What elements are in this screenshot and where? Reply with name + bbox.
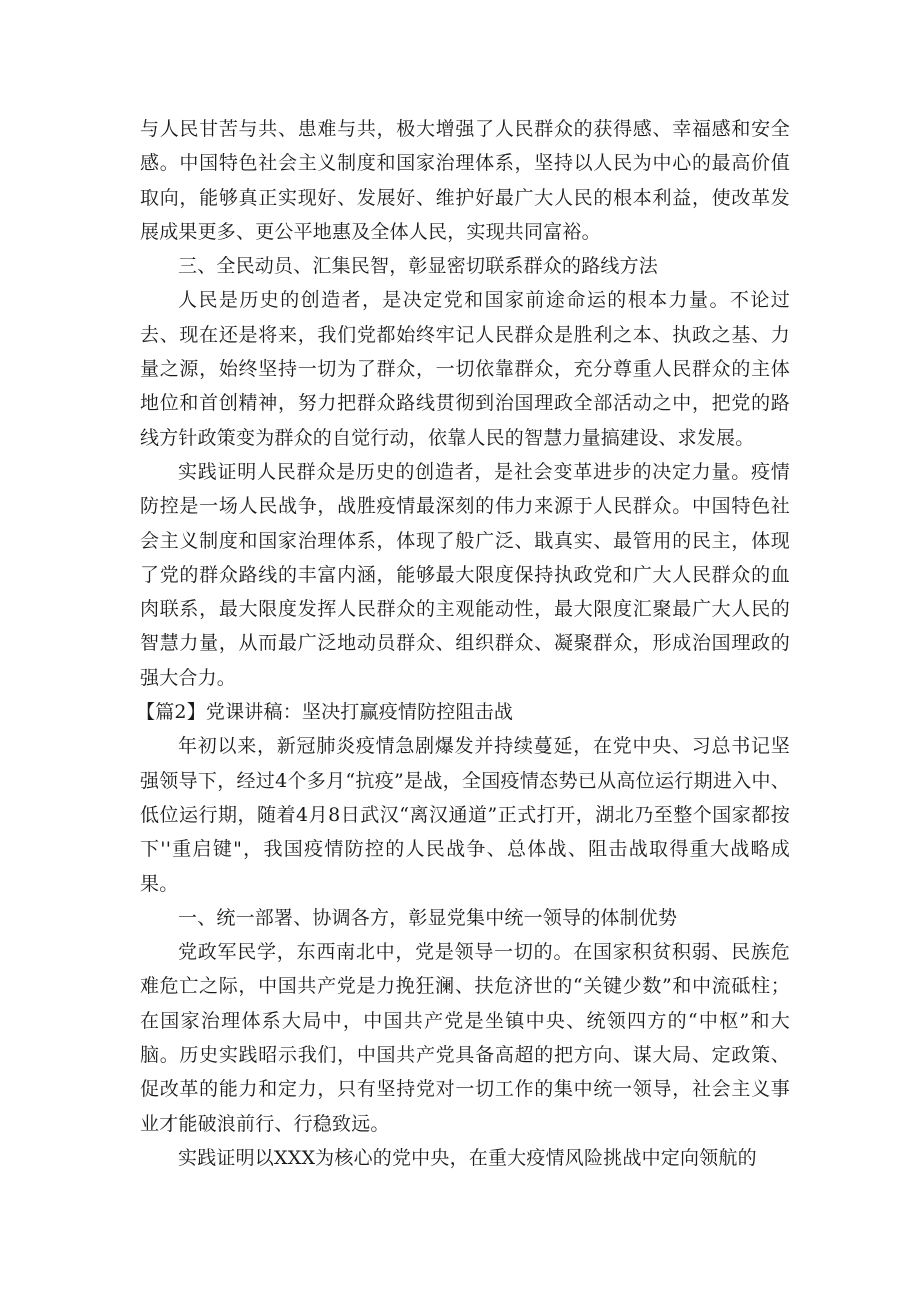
- article-title-part-2: 【篇2】党课讲稿：坚决打赢疫情防控阻击战: [136, 701, 514, 724]
- paragraph-since-new-year: 年初以来，新冠肺炎疫情急剧爆发并持续蔓延，在党中央、习总书记坚强领导下，经过4个多月“抗疫”是战，全国疫情态势已从高位运行期进入中、低位运行期，随着4月8日武汉“离汉通道”正式打开，湖北乃至整个国家都按下''重启键"，我国疫情防控的人民战争、总体战、阻击战取得重大战略成果。: [140, 735, 790, 895]
- paragraph-party-leads-all: 党政军民学，东西南北中，党是领导一切的。在国家积贫积弱、民族危难危亡之际，中国共产党是力挽狂澜、扶危济世的“关键少数”和中流砥柱；在国家治理体系大局中，中国共产党是坐镇中央、统领四方的“中枢”和大脑。历史实践昭示我们，中国共产党具备高超的把方向、谋大局、定政策、促改革的能力和定力，只有坚持党对一切工作的集中统一领导，社会主义事业才能破浪前行、行稳致远。: [140, 941, 790, 1135]
- section-heading-three: 三、全民动员、汇集民智，彰显密切联系群众的路线方法: [178, 255, 659, 278]
- paragraph-continuation: 与人民甘苦与共、患难与共，极大增强了人民群众的获得感、幸福感和安全感。中国特色社会主义制度和国家治理体系，坚持以人民为中心的最高价值取向，能够真正实现好、发展好、维护好最广大人民的根本利益，使改革发展成果更多、更公平地惠及全体人民，实现共同富裕。: [140, 118, 790, 243]
- section-heading-one: 一、统一部署、协调各方，彰显党集中统一领导的体制优势: [178, 906, 678, 929]
- paragraph-practice-proof-core: 实践证明以XXX为核心的党中央，在重大疫情风险挑战中定向领航的: [178, 1146, 757, 1169]
- paragraph-practice-proof-people: 实践证明人民群众是历史的创造者，是社会变革进步的决定力量。疫情防控是一场人民战争，战胜疫情最深刻的伟力来源于人民群众。中国特色社会主义制度和国家治理体系，体现了般广泛、戢真实、最管用的民主，体现了党的群众路线的丰富内涵，能够最大限度保持执政党和广大人民群众的血肉联系，最大限度发挥人民群众的主观能动性，最大限度汇聚最广大人民的智慧力量，从而最广泛地动员群众、组织群众、凝聚群众，形成治国理政的强大合力。: [140, 460, 790, 689]
- paragraph-people-creators: 人民是历史的创造者，是决定党和国家前途命运的根本力量。不论过去、现在还是将来，我们党都始终牢记人民群众是胜利之本、执政之基、力量之源，始终坚持一切为了群众，一切依靠群众，充分尊重人民群众的主体地位和首创精神，努力把群众路线贯彻到治国理政全部活动之中，把党的路线方针政策变为群众的自觉行动，依靠人民的智慧力量搞建设、求发展。: [140, 289, 790, 449]
- document-body: [136, 112, 790, 1175]
